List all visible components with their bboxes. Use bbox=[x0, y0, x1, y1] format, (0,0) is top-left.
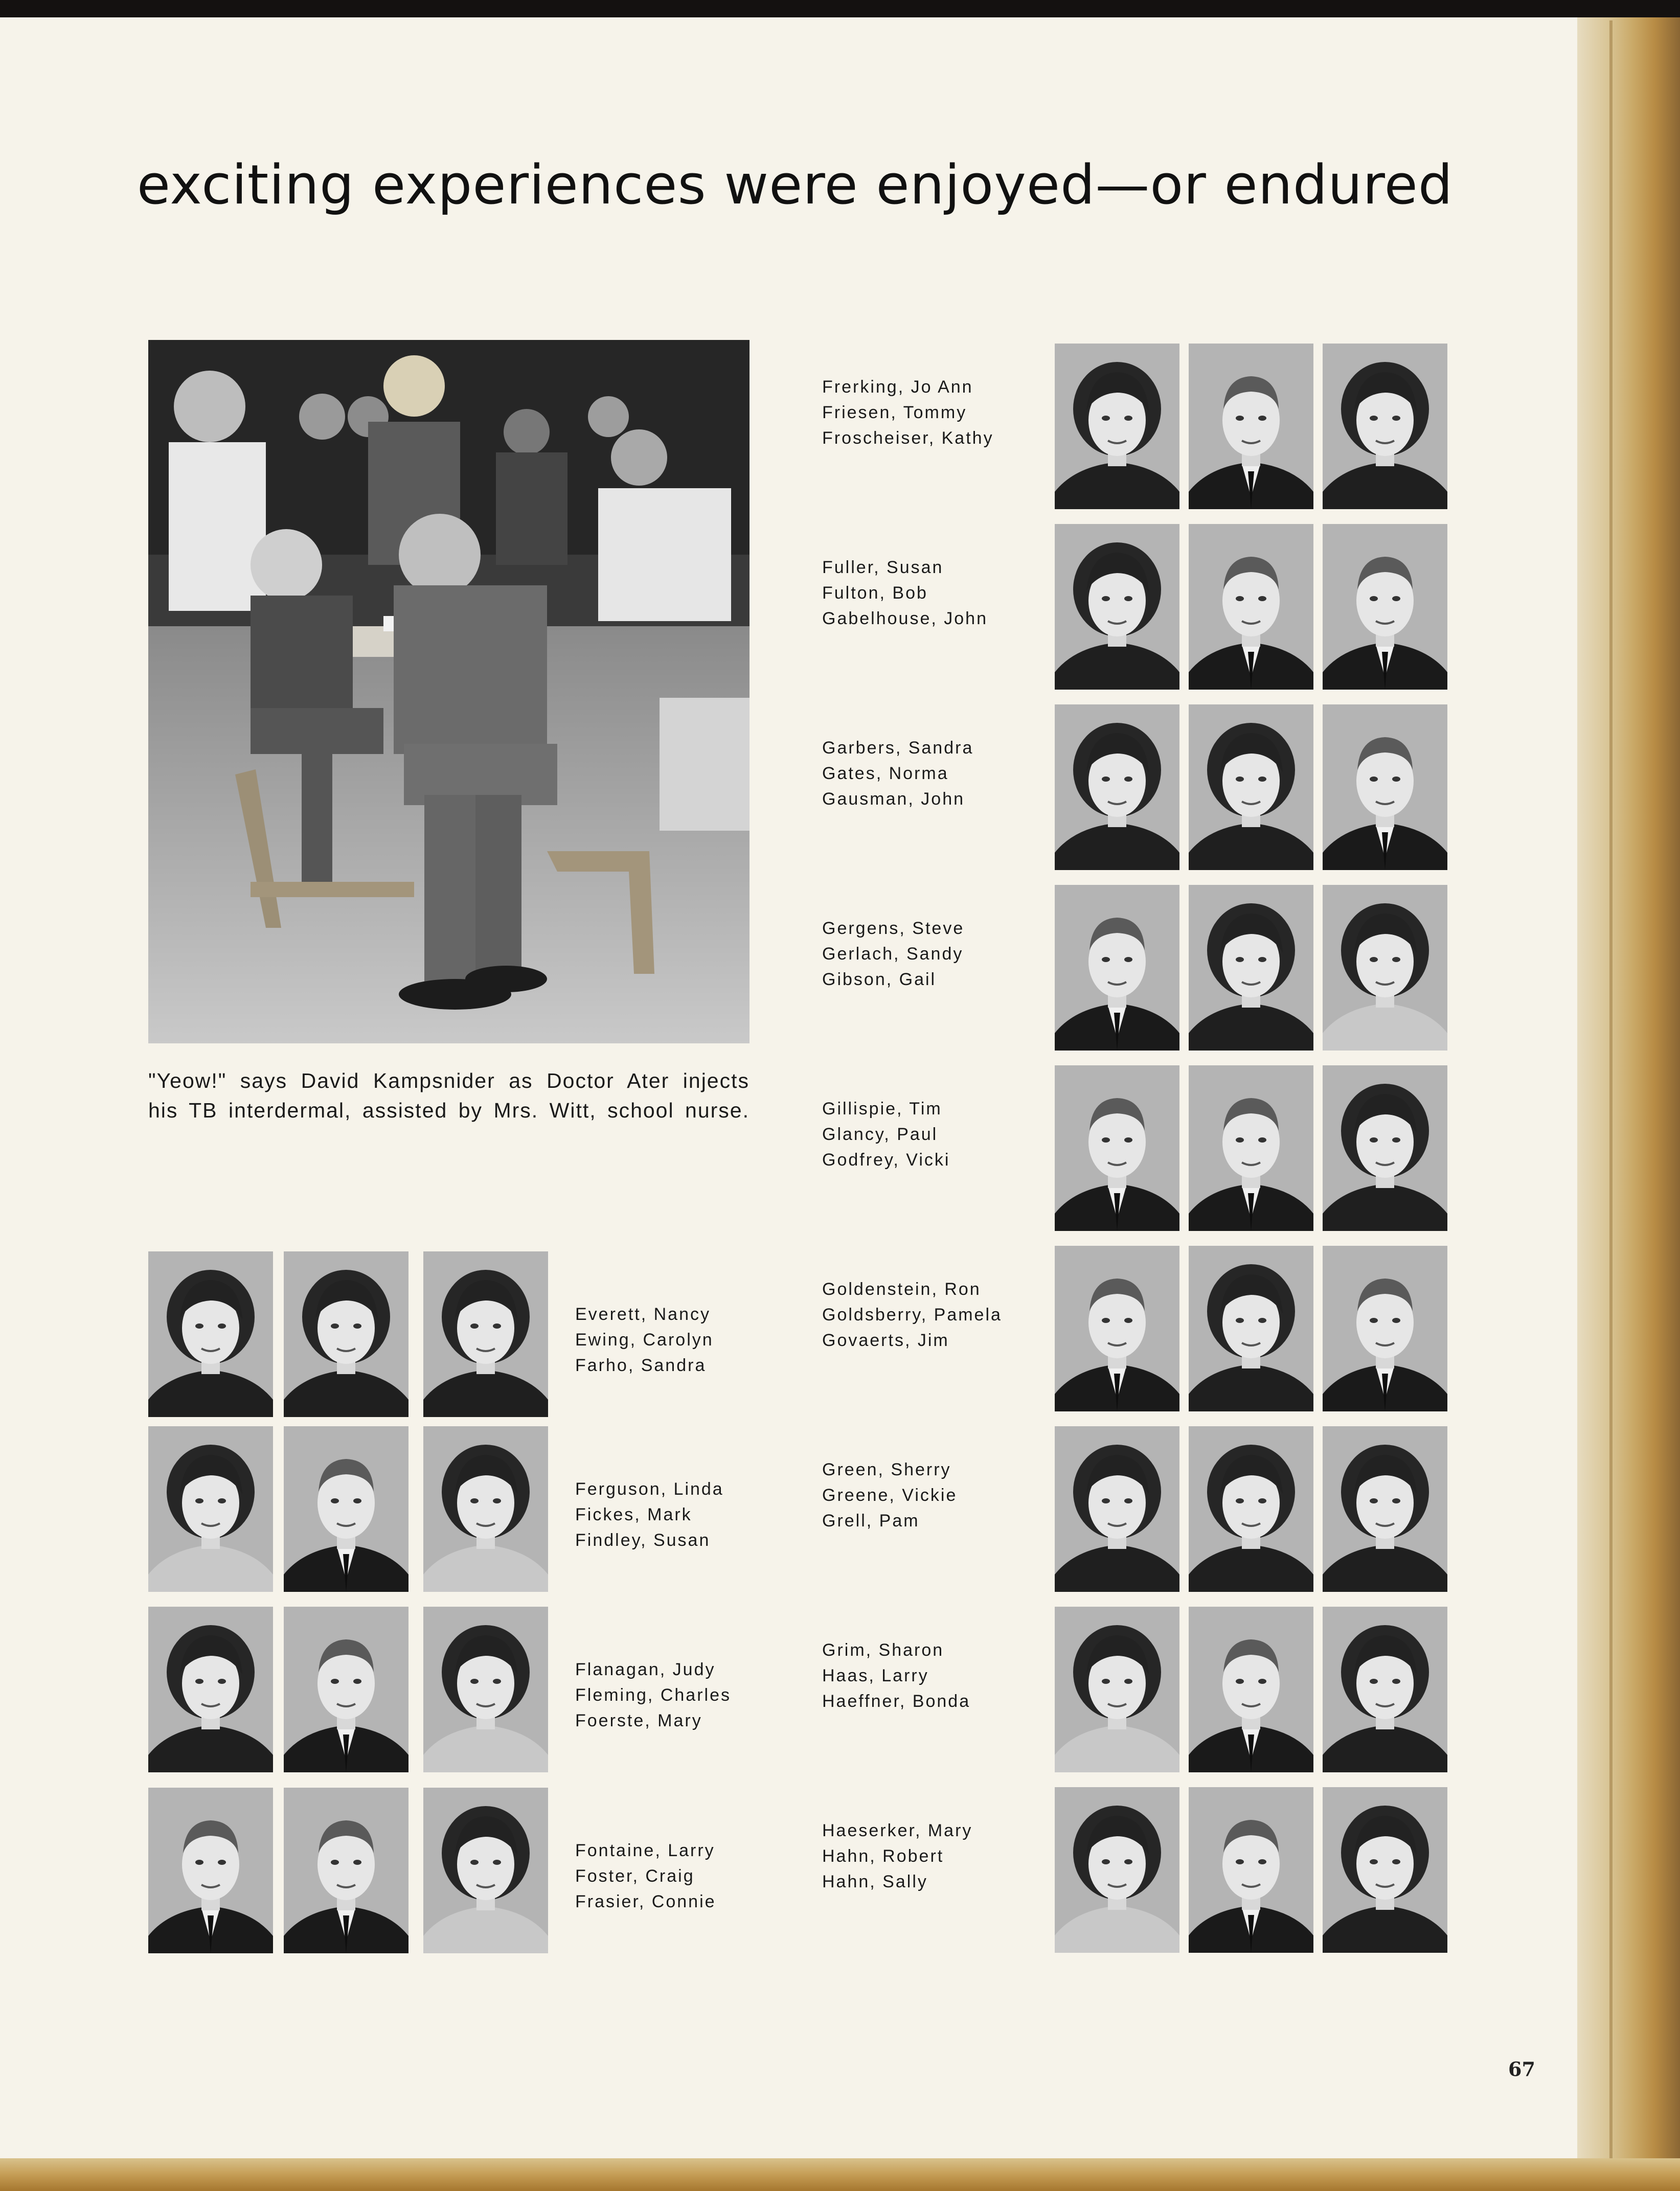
book-bottom-edge bbox=[0, 2158, 1680, 2191]
student-name-list bbox=[575, 1476, 800, 1553]
student-name: Froscheiser, Kathy bbox=[822, 428, 994, 448]
student-portrait bbox=[1055, 885, 1179, 1051]
student-portrait bbox=[1055, 524, 1179, 690]
student-name: Gillispie, Tim bbox=[822, 1099, 942, 1119]
student-name: Gergens, Steve bbox=[822, 919, 965, 938]
student-name: Haeffner, Bonda bbox=[822, 1692, 971, 1711]
student-portrait bbox=[1055, 1246, 1179, 1411]
student-portrait bbox=[1055, 1787, 1179, 1953]
student-name: Gabelhouse, John bbox=[822, 609, 988, 628]
student-portrait bbox=[423, 1426, 548, 1592]
student-name-list bbox=[822, 1818, 1047, 1895]
student-name-list bbox=[575, 1657, 800, 1733]
student-portrait bbox=[1189, 1246, 1313, 1411]
student-name: Glancy, Paul bbox=[822, 1125, 938, 1144]
student-name-list bbox=[822, 1276, 1047, 1353]
page-heading: exciting experiences were enjoyed—or endured bbox=[137, 153, 1454, 216]
student-name: Fulton, Bob bbox=[822, 583, 928, 603]
student-portrait bbox=[1189, 524, 1313, 690]
student-portrait bbox=[148, 1788, 273, 1953]
student-name-list bbox=[822, 1457, 1047, 1534]
student-portrait bbox=[1323, 344, 1447, 509]
student-portrait bbox=[1323, 704, 1447, 870]
student-portrait bbox=[1189, 1607, 1313, 1772]
student-name-list bbox=[822, 1637, 1047, 1714]
student-name: Fleming, Charles bbox=[575, 1685, 731, 1705]
student-name-list bbox=[575, 1302, 800, 1378]
student-name: Ewing, Carolyn bbox=[575, 1330, 714, 1350]
student-portrait bbox=[1323, 1787, 1447, 1953]
student-name: Farho, Sandra bbox=[575, 1356, 707, 1375]
student-name: Green, Sherry bbox=[822, 1460, 951, 1479]
student-name: Godfrey, Vicki bbox=[822, 1150, 950, 1170]
student-name: Findley, Susan bbox=[575, 1531, 711, 1550]
student-name: Foster, Craig bbox=[575, 1866, 695, 1886]
student-portrait bbox=[148, 1607, 273, 1772]
student-name: Friesen, Tommy bbox=[822, 403, 967, 422]
student-name: Haeserker, Mary bbox=[822, 1821, 973, 1840]
student-name: Gibson, Gail bbox=[822, 970, 937, 989]
student-portrait bbox=[1189, 885, 1313, 1051]
student-name: Fontaine, Larry bbox=[575, 1841, 715, 1860]
student-portrait bbox=[1323, 524, 1447, 690]
student-portrait bbox=[148, 1426, 273, 1592]
student-name: Grell, Pam bbox=[822, 1511, 920, 1531]
student-name: Hahn, Robert bbox=[822, 1846, 944, 1866]
student-portrait bbox=[284, 1607, 408, 1772]
student-portrait bbox=[1055, 704, 1179, 870]
student-name: Fickes, Mark bbox=[575, 1505, 692, 1524]
student-portrait bbox=[423, 1251, 548, 1417]
student-portrait bbox=[284, 1251, 408, 1417]
student-name: Ferguson, Linda bbox=[575, 1479, 724, 1499]
student-name: Flanagan, Judy bbox=[575, 1660, 716, 1679]
student-name-list bbox=[575, 1838, 800, 1914]
student-portrait bbox=[1055, 1065, 1179, 1231]
student-portrait bbox=[1055, 344, 1179, 509]
student-portrait bbox=[1323, 1426, 1447, 1592]
student-name: Govaerts, Jim bbox=[822, 1331, 949, 1350]
student-portrait bbox=[423, 1607, 548, 1772]
student-portrait bbox=[1323, 885, 1447, 1051]
student-portrait bbox=[1323, 1065, 1447, 1231]
student-portrait bbox=[1189, 1426, 1313, 1592]
student-name-list bbox=[822, 555, 1047, 631]
student-name: Goldenstein, Ron bbox=[822, 1280, 981, 1299]
student-name: Hahn, Sally bbox=[822, 1872, 928, 1891]
student-portrait bbox=[284, 1788, 408, 1953]
student-portrait bbox=[1189, 344, 1313, 509]
student-portrait bbox=[284, 1426, 408, 1592]
student-name: Greene, Vickie bbox=[822, 1486, 958, 1505]
student-portrait bbox=[423, 1788, 548, 1953]
student-portrait bbox=[1189, 1787, 1313, 1953]
student-name: Goldsberry, Pamela bbox=[822, 1305, 1002, 1325]
student-name-list bbox=[822, 916, 1047, 992]
book-spine-crease bbox=[1609, 20, 1613, 2167]
page-number: 67 bbox=[1508, 2058, 1535, 2081]
student-portrait bbox=[1323, 1607, 1447, 1772]
student-portrait bbox=[148, 1251, 273, 1417]
student-name: Everett, Nancy bbox=[575, 1305, 711, 1324]
photo-caption bbox=[148, 1066, 750, 1125]
student-name: Garbers, Sandra bbox=[822, 738, 974, 758]
student-name: Gates, Norma bbox=[822, 764, 949, 783]
student-name-list bbox=[822, 374, 1047, 451]
caption-line-1: "Yeow!" says David Kampsnider as Doctor Ater injects bbox=[148, 1069, 750, 1092]
student-name: Frerking, Jo Ann bbox=[822, 377, 973, 397]
student-name: Foerste, Mary bbox=[575, 1711, 702, 1730]
student-portrait bbox=[1189, 704, 1313, 870]
student-name-list bbox=[822, 1096, 1047, 1173]
caption-line-2: his TB interdermal, assisted by Mrs. Witt, school nurse. bbox=[148, 1099, 750, 1122]
student-name: Grim, Sharon bbox=[822, 1640, 944, 1660]
student-portrait bbox=[1055, 1607, 1179, 1772]
student-name-list bbox=[822, 735, 1047, 812]
student-name: Fuller, Susan bbox=[822, 558, 944, 577]
student-portrait bbox=[1189, 1065, 1313, 1231]
student-name: Gausman, John bbox=[822, 789, 965, 809]
student-name: Haas, Larry bbox=[822, 1666, 929, 1685]
student-portrait bbox=[1055, 1426, 1179, 1592]
student-name: Frasier, Connie bbox=[575, 1892, 716, 1911]
scan-top-edge bbox=[0, 0, 1680, 17]
student-portrait bbox=[1323, 1246, 1447, 1411]
candid-photo bbox=[148, 340, 750, 1043]
candid-photo-image bbox=[148, 340, 750, 1043]
student-name: Gerlach, Sandy bbox=[822, 944, 964, 964]
book-spine-edge bbox=[1577, 17, 1680, 2191]
